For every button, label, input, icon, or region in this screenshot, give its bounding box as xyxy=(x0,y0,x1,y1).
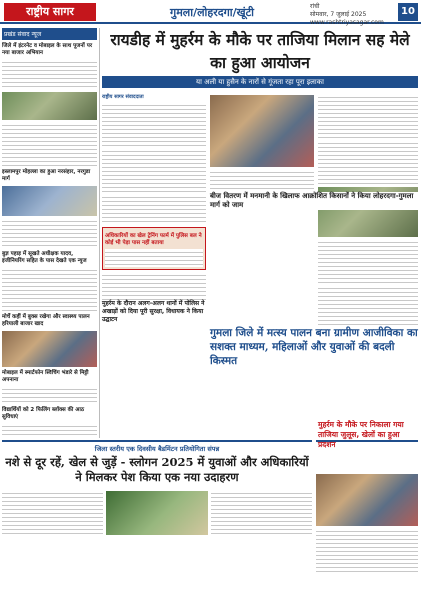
body-text xyxy=(102,102,206,146)
sidebar-item-headline: मोर्चे कहीं में बुक्स रखेगा और स्वास्थ्य पालन हरियाली बाजार खाद xyxy=(2,314,90,327)
news-photo xyxy=(106,491,207,535)
masthead xyxy=(0,0,421,24)
body-text xyxy=(2,423,97,438)
body-text xyxy=(318,239,418,283)
body-text xyxy=(318,285,418,329)
news-photo xyxy=(316,474,418,526)
lead-subhead: या अली या हुसैन के नारों से गूंजता रहा पूरा इलाका xyxy=(102,76,418,88)
body-text xyxy=(102,194,206,224)
newspaper-brand: राष्ट्रीय सागर xyxy=(4,3,96,21)
body-text xyxy=(318,140,418,184)
byline: राष्ट्रीय सागर संवाददाता xyxy=(102,94,144,100)
edition-date: सोमवार, 7 जुलाई 2025 xyxy=(310,11,367,18)
sidebar xyxy=(2,28,100,438)
story-column xyxy=(210,92,314,428)
body-text xyxy=(2,122,97,166)
sidebar-item-headline: जिले में इंटरनेट व मोबाइल के साथ पूजनों पर नया बाजार अभियान xyxy=(2,43,93,56)
story-column xyxy=(318,92,418,428)
body-text xyxy=(211,490,312,534)
body-text xyxy=(2,386,97,404)
bottom-story xyxy=(2,440,312,590)
story-headline: मुहर्रम के दौरान अलग-अलग थानों में पोलिस ने अखाड़ों को दिया पूरी सुरक्षा, विधायक ने किया उद्घाटन xyxy=(102,300,205,323)
sidebar-item-headline: विद्यार्थियों को 2 फिलिंग ब्लॉक्स की आठ सुविधाएं xyxy=(2,407,85,420)
sidebar-item-headline: इस्लामपुर मोहल्ला का हुआ नरसंहार, नरगुडा मार्ग xyxy=(2,169,91,182)
news-photo xyxy=(2,92,97,120)
section-title: गुमला/लोहरदगा/खूंटी xyxy=(170,6,255,19)
sidebar-item-headline: बुज्ञ पहाड़ में सूखते अधीक्षक यादव, इंजीनियरिंग सहित के पास देखते एक न्युज xyxy=(2,251,87,264)
sidebar-header: प्रखंड संवाद न्यूज xyxy=(2,28,97,40)
body-text xyxy=(102,148,206,192)
bottom-right-story xyxy=(316,440,418,590)
body-text xyxy=(105,249,203,267)
body-text xyxy=(318,94,418,138)
page-number: 10 xyxy=(398,3,418,21)
masthead-meta xyxy=(310,3,384,27)
story-headline: मुहर्रम के मौके पर निकाला गया ताजिया जुलूस, खेलों का हुआ प्रदर्शन xyxy=(318,420,418,450)
boxed-story-headline: अधिकारियों का खेल ट्रेनिंग फार्म में पुलिस बल ने कोई भी पेड़ा पास नहीं बताया xyxy=(105,233,202,246)
story-column xyxy=(102,92,206,428)
news-photo xyxy=(2,331,97,367)
edition-city: रांची xyxy=(310,3,320,10)
bottom-kicker: जिला स्तरीय एक दिवसीय बैडमिंटन प्रतियोगिता संपन्न xyxy=(94,445,220,453)
news-photo xyxy=(2,186,97,216)
boxed-story xyxy=(102,227,206,270)
body-text xyxy=(2,490,103,534)
bottom-headline: नशे से दूर रहें, खेल से जुड़ें - स्लोगन 2025 में युवाओं और अधिकारियों ने मिलकर पेश किया एक नया उदाहरण xyxy=(5,455,309,484)
story-headline: गुमला जिले में मत्स्य पालन बना ग्रामीण आजीविका का सशक्त माध्यम, महिलाओं और युवाओं की बदली किस्मत xyxy=(210,327,418,367)
story-headline: बीज वितरण में मनमानी के खिलाफ आक्रोशित किसानों ने किया लोहरदगा-गुमला मार्ग को जाम xyxy=(210,192,418,210)
news-photo xyxy=(210,95,314,167)
site-url: www.rashtriyasagar.com xyxy=(310,19,384,26)
body-text xyxy=(2,267,97,311)
body-text xyxy=(2,59,97,89)
lead-headline: रायडीह में मुहर्रम के मौके पर ताजिया मिलान सह मेले का हुआ आयोजन xyxy=(110,30,410,72)
sidebar-item-headline: मोबाइल में स्मार्टफोन स्विचिंग भंडारे से मिट्टी अपनाना xyxy=(2,370,89,383)
body-text xyxy=(2,218,97,248)
bottom-columns xyxy=(2,488,312,535)
body-text xyxy=(316,528,418,572)
